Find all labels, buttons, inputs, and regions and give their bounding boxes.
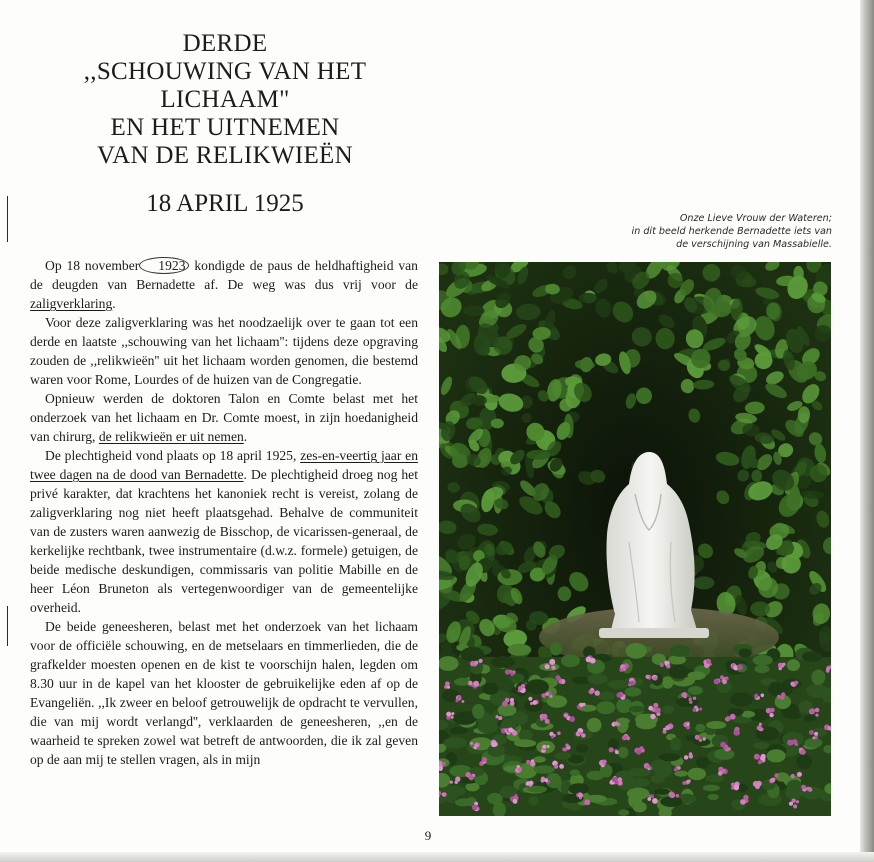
underlined-text: de relikwieën er uit nemen bbox=[98, 429, 244, 444]
page-edge-right bbox=[860, 0, 874, 862]
caption-line: in dit beeld herkende Bernadette iets van bbox=[631, 226, 832, 237]
body-text bbox=[30, 256, 418, 769]
page-number: 9 bbox=[424, 828, 432, 843]
title-line: DERDE bbox=[182, 30, 268, 57]
paragraph: De plechtigheid vond plaats op 18 april 1925, zes-en-veertig jaar en twee dagen na de dood van Bernadette. De plechtigheid droeg nog het privé karakter, dat krachtens het kanoniek recht is vereist, zolang de zaligverklaring nog niet heeft plaatsgehad. Behalve de communiteit van de zusters waren aanwezig de Bisschop, de vicarissen-generaal, de kerkelijke rechtbank, twee instrumentaire (d.w.z. formele) getuigen, de beide medische deskundigen, commissaris van politie Mabille en de heer Léon Bruneton als vertegenwoordiger van de gemeentelijke overheid. bbox=[30, 448, 419, 615]
caption-line: Onze Lieve Vrouw der Wateren; bbox=[679, 213, 832, 224]
circled-year: 1923 bbox=[139, 257, 189, 274]
chapter-title bbox=[60, 30, 390, 170]
margin-mark bbox=[7, 196, 8, 242]
underlined-text: zes-en-veertig jaar en twee dagen na de dood van Bernadette bbox=[30, 448, 419, 482]
statue-photo bbox=[439, 262, 831, 816]
photo-caption bbox=[520, 212, 832, 251]
paragraph: De beide geneesheren, belast met het onderzoek van het lichaam voor de officiële schouwing, en de metselaars en timmerlieden, die de grafkelder moesten openen en de kist te voorschijn halen, legden om 8.30 uur in de kapel van het klooster de gebruikelijke eden af op de Evangeliën. ,,Ik zweer en beloof getrouwelijk de opdracht te vervullen, die van mij wordt verlangd'', verklaarden de geneesheren, ,,en de waarheid te spreken zowel wat betreft de antwoorden, die ik zal geven op de aan mij te stellen vragen, als in mijn bbox=[30, 619, 418, 767]
underlined-text: zaligverklaring bbox=[30, 296, 113, 311]
page-edge-bottom bbox=[0, 852, 874, 862]
caption-line: de verschijning van Massabielle. bbox=[676, 239, 832, 250]
paragraph: Opnieuw werden de doktoren Talon en Comte belast met het onderzoek van het lichaam en Dr. Comte moest, in zijn hoedanigheid van chirurg, de relikwieën er uit nemen. bbox=[30, 391, 418, 444]
margin-mark bbox=[7, 606, 8, 646]
paragraph: Op 18 november 1923 kondigde de paus de heldhaftigheid van de deugden van Bernadette af. De weg was dus vrij voor de zaligverklaring. bbox=[30, 258, 418, 311]
title-line: ,,SCHOUWING VAN HET bbox=[83, 58, 367, 85]
title-line: LICHAAM" bbox=[160, 86, 290, 113]
paragraph: Voor deze zaligverklaring was het noodzaelijk over te gaan tot een derde en laatste ,,schouwing van het lichaam'': tijdens deze opgraving zouden de ,,relikwieën'' uit het lichaam worden genomen, die bestemd waren voor Rome, Lourdes of de huizen van de Congregatie. bbox=[30, 315, 418, 387]
title-line: EN HET UITNEMEN bbox=[110, 114, 340, 141]
title-line: VAN DE RELIKWIEËN bbox=[97, 142, 353, 169]
chapter-date: 18 APRIL 1925 bbox=[146, 190, 304, 217]
